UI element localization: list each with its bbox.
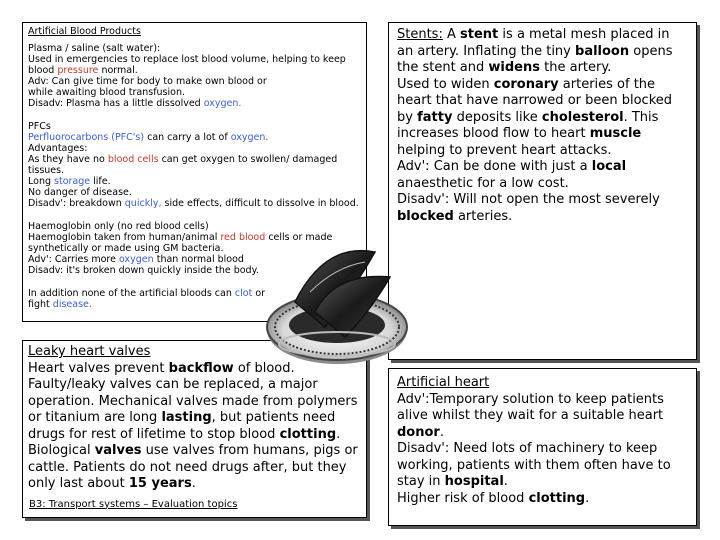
artificial-blood-title: Artificial Blood Products [28,26,141,37]
haemoglobin-description: Haemoglobin taken from human/animal red blood cells or made synthetically or made using GM bacteria. [28,232,333,254]
pfc-description: Perfluorocarbons (PFC's) can carry a lot of oxygen. [28,132,269,143]
artificial-blood-summary: In addition none of the artificial bloods can clot or fight disease. [28,288,266,310]
stents-paragraph-2: Used to widen coronary arteries of the heart that have narrowed or been blocked by fatty deposits like cholesterol. This increases blood flow to heart muscle helping to prevent heart attacks. [397,76,673,158]
pfc-title: PFCs [28,121,51,132]
pfc-advantage-2: Long storage life. [28,176,111,187]
stents-advantage: Adv': Can be done with just a local anaesthetic for a low cost. [397,159,627,191]
saline-description: Used in emergencies to replace lost blood volume, helping to keep blood pressure normal. [28,54,346,76]
haemoglobin-advantage: Adv': Carries more oxygen than normal blood [28,254,244,265]
artificial-heart-heading: Artificial heart [397,375,490,390]
saline-title: Plasma / saline (salt water): [28,43,161,54]
page-footer: B3: Transport systems – Evaluation topics [29,498,238,510]
stents-disadvantage: Disadv': Will not open the most severely blocked arteries. [397,192,660,224]
pfc-disadvantage: Disadv': breakdown quickly, side effects, difficult to dissolve in blood. [28,198,359,209]
stents-panel [388,22,697,360]
artificial-heart-panel [388,368,697,526]
saline-advantage: Adv: Can give time for body to make own blood or while awaiting blood transfusion. [28,76,267,98]
haemoglobin-disadvantage: Disadv: it's broken down quickly inside the body. [28,265,259,276]
stents-heading: Stents: [397,27,443,42]
pfc-advantages-title: Advantages: [28,143,88,154]
pfc-advantage-1: As they have no blood cells can get oxygen to swollen/ damaged tissues. [28,154,338,176]
artificial-heart-advantage: Adv':Temporary solution to keep patients alive whilst they wait for a suitable heart donor. [397,391,664,440]
heart-valve-image [255,232,415,378]
stents-paragraph-1: Stents: A stent is a metal mesh placed in an artery. Inflating the tiny balloon opens the stent and widens the artery. [397,27,673,75]
haemoglobin-title: Haemoglobin only (no red blood cells) [28,221,209,232]
valves-heading: Leaky heart valves [28,344,151,359]
valves-text: Heart valves prevent backflow of blood. Faulty/leaky valves can be replaced, a major operation. Mechanical valves made from polymers or titanium are long lasting, but patients need drugs for rest of lifetime to stop blood clotting. Biological valves use valves from humans, pigs or cattle. Patients do not need drugs after, but they only last about 15 years. [28,360,358,491]
artificial-heart-risk: Higher risk of blood clotting. [397,490,590,506]
artificial-heart-disadvantage: Disadv': Need lots of machinery to keep working, patients with them often have to stay in hospital. [397,441,671,489]
pfc-advantage-3: No danger of disease. [28,187,132,198]
saline-disadvantage: Disadv: Plasma has a little dissolved oxygen. [28,98,242,109]
